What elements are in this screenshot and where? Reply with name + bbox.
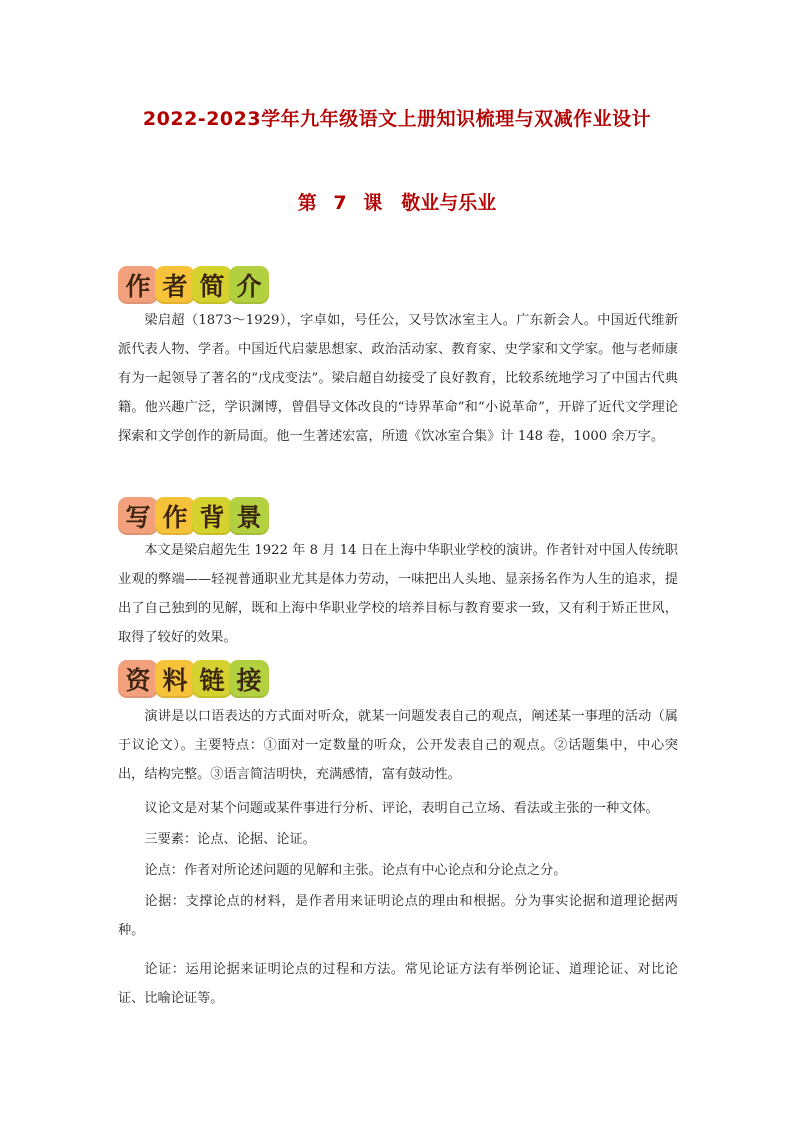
heading-char: 者	[155, 266, 195, 304]
heading-char: 简	[192, 266, 232, 304]
heading-char: 介	[229, 266, 269, 304]
document-title: 2022-2023学年九年级语文上册知识梳理与双减作业设计	[142, 108, 652, 130]
heading-char: 背	[192, 497, 232, 535]
heading-char: 写	[118, 497, 158, 535]
thesis-line: 论点：作者对所论述问题的见解和主张。论点有中心论点和分论点之分。	[144, 863, 567, 878]
heading-char: 景	[229, 497, 269, 535]
links-section-heading	[118, 660, 266, 698]
heading-char: 作	[155, 497, 195, 535]
heading-char: 链	[192, 660, 232, 698]
three-elements-line: 三要素：论点、论据、论证。	[144, 832, 316, 847]
author-paragraph: 梁启超（1873～1929），字卓如，号任公，又号饮冰室主人。广东新会人。中国近代维新派代表人物、学者。中国近代启蒙思想家、政治活动家、教育家、史学家和文学家。他与老师康有为一起领导了著名的“戊戌变法”。梁启超自幼接受了良好教育，比较系统地学习了中国古代典籍。他兴趣广泛，学识渊博，曾倡导文体改良的“诗界革命”和“小说革命”，开辟了近代文学理论探索和文学创作的新局面。他一生著述宏富，所遗《饮冰室合集》计 148 卷，1000 余万字。	[118, 313, 678, 444]
argumentation-paragraph: 论证：运用论据来证明论点的过程和方法。常见论证方法有举例论证、道理论证、对比论证、比喻论证等。	[118, 962, 678, 1006]
author-section-heading	[118, 266, 266, 304]
heading-char: 接	[229, 660, 269, 698]
heading-char: 作	[118, 266, 158, 304]
argumentative-definition-paragraph: 议论文是对某个问题或某件事进行分析、评论，表明自己立场、看法或主张的一种文体。	[144, 801, 659, 816]
heading-char: 料	[155, 660, 195, 698]
background-paragraph: 本文是梁启超先生 1922 年 8 月 14 日在上海中华职业学校的演讲。作者针对中国人传统职业观的弊端——轻视普通职业尤其是体力劳动，一味把出人头地、显亲扬名作为人生的追求，提出了自己独到的见解，既和上海中华职业学校的培养目标与教育要求一致，又有利于矫正世风，取得了较好的效果。	[118, 543, 678, 645]
heading-char: 资	[118, 660, 158, 698]
speech-definition-paragraph: 演讲是以口语表达的方式面对听众，就某一问题发表自己的观点，阐述某一事理的活动（属于议论文）。主要特点：①面对一定数量的听众，公开发表自己的观点。②话题集中，中心突出，结构完整。③语言简洁明快，充满感情，富有鼓动性。	[118, 709, 678, 782]
evidence-paragraph: 论据：支撑论点的材料，是作者用来证明论点的理由和根据。分为事实论据和道理论据两种。	[118, 894, 678, 938]
lesson-title: 第 7 课 敬业与乐业	[297, 192, 497, 214]
background-section-heading	[118, 497, 266, 535]
